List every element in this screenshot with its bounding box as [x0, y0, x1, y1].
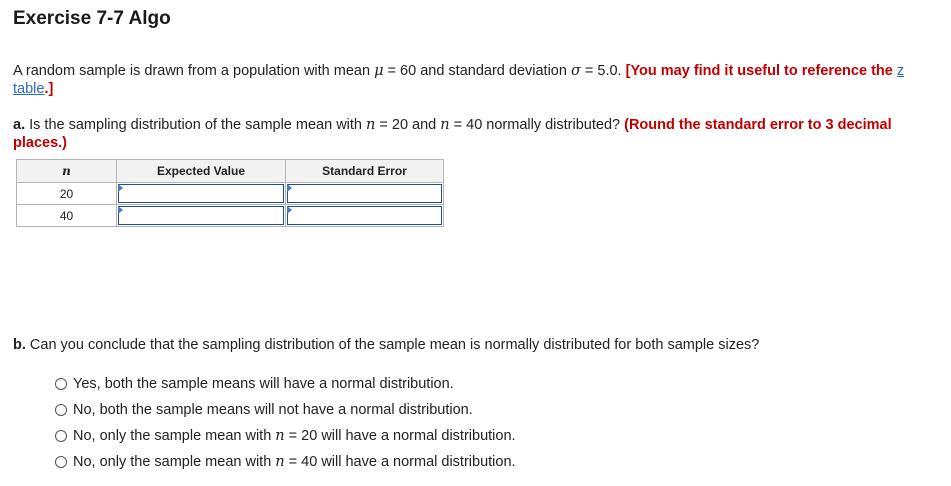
intro-text-1: A random sample is drawn from a population with mean	[13, 63, 375, 79]
n-symbol: n	[275, 454, 285, 470]
header-n	[17, 160, 117, 183]
intro-text-2: = 60 and standard deviation	[383, 63, 571, 79]
row-n-value: 20	[17, 183, 117, 205]
radio-button[interactable]	[55, 430, 67, 442]
part-a-text-1: Is the sampling distribution of the sample mean with	[25, 117, 367, 133]
header-standard-error: Standard Error	[286, 160, 444, 183]
answer-table	[16, 159, 444, 227]
row-n-value: 40	[17, 205, 117, 227]
part-b-question	[13, 337, 759, 353]
table-header-row	[17, 160, 444, 183]
part-b-label: b.	[13, 337, 26, 353]
expected-value-cell	[117, 205, 286, 227]
radio-option-group	[55, 371, 516, 475]
standard-error-input-box	[287, 206, 442, 225]
option-label	[73, 454, 516, 470]
header-n-label: n	[62, 164, 71, 178]
part-a-question	[13, 116, 943, 152]
expected-value-input-n20[interactable]	[119, 185, 283, 202]
option-label	[73, 428, 516, 444]
option-label-pre: No, only the sample mean with	[73, 428, 276, 444]
option-label: No, both the sample means will not have a normal distribution.	[73, 402, 473, 418]
hint-text-post: .]	[44, 81, 54, 97]
sigma-symbol: σ	[570, 63, 581, 79]
n-symbol: n	[366, 117, 376, 133]
option-label-post: = 40 will have a normal distribution.	[284, 454, 516, 470]
part-a-text-2: = 20 and	[375, 117, 441, 133]
flag-icon	[118, 184, 123, 192]
expected-value-input-n40[interactable]	[119, 207, 283, 224]
exercise-title: Exercise 7-7 Algo	[13, 8, 171, 29]
flag-icon	[287, 184, 292, 192]
standard-error-input-box	[287, 184, 442, 203]
n-symbol: n	[275, 428, 285, 444]
option-yes-both-normal[interactable]	[55, 371, 516, 397]
radio-button[interactable]	[55, 404, 67, 416]
option-no-both-not-normal[interactable]	[55, 397, 516, 423]
option-no-only-n20[interactable]	[55, 423, 516, 449]
standard-error-input-n20[interactable]	[288, 185, 441, 202]
part-a-label: a.	[13, 117, 26, 133]
problem-statement	[13, 62, 943, 98]
flag-icon	[118, 206, 123, 214]
option-label: Yes, both the sample means will have a normal distribution.	[73, 376, 454, 392]
mu-symbol: μ	[374, 63, 384, 79]
standard-error-cell	[286, 183, 444, 205]
z-table-link[interactable]: z table	[13, 63, 905, 97]
option-no-only-n40[interactable]	[55, 449, 516, 475]
hint-text-pre: [You may find it useful to reference the	[625, 63, 897, 79]
header-expected-value: Expected Value	[117, 160, 286, 183]
expected-value-input-box	[118, 184, 284, 203]
option-label-pre: No, only the sample mean with	[73, 454, 276, 470]
n-symbol: n	[440, 117, 450, 133]
expected-value-cell	[117, 183, 286, 205]
part-a-text-3: = 40 normally distributed?	[449, 117, 625, 133]
flag-icon	[287, 206, 292, 214]
table-row	[17, 183, 444, 205]
radio-button[interactable]	[55, 378, 67, 390]
expected-value-input-box	[118, 206, 284, 225]
standard-error-cell	[286, 205, 444, 227]
intro-text-3: = 5.0.	[580, 63, 626, 79]
radio-button[interactable]	[55, 456, 67, 468]
rounding-instruction: (Round the standard error to 3 decimal places.)	[13, 117, 892, 151]
part-b-text: Can you conclude that the sampling distribution of the sample mean is normally distributed for both sample sizes?	[25, 337, 760, 353]
option-label-post: = 20 will have a normal distribution.	[284, 428, 516, 444]
standard-error-input-n40[interactable]	[288, 207, 441, 224]
table-row	[17, 205, 444, 227]
